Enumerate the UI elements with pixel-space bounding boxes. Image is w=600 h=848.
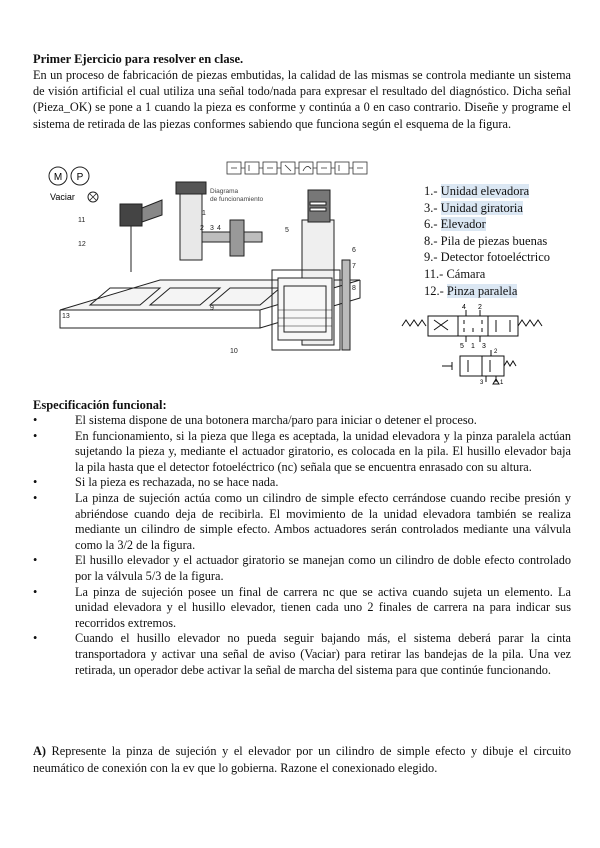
port-1-label: 1 <box>471 343 475 350</box>
bullet-icon: • <box>33 490 38 505</box>
callout-3: 3 <box>210 225 214 232</box>
spec-item: • Si la pieza es rechazada, no se hace nada. <box>33 475 279 490</box>
callout-9: 9 <box>210 305 214 312</box>
valve-3-2 <box>442 350 516 384</box>
panel-m-label: M <box>53 172 63 183</box>
callout-11: 11 <box>78 217 86 224</box>
question-text: Represente la pinza de sujeción y el elevador por un cilindro de simple efecto y dibuje el circuito neumático de conexión con la ev que lo gobierna. Razone el conexionado elegido. <box>33 744 571 775</box>
callout-8: 8 <box>352 285 356 292</box>
legend-label: Pinza paralela <box>446 283 518 298</box>
spec-item: • Cuando el husillo elevador no pueda seguir bajando más, el sistema deberá parar la cinta transportadora y activar una señal de aviso (Vaciar) para retirar las bandejas de la pila. Una vez retirada, un operador debe activar la señal de marcha del sistema para que continúe funcionando. <box>33 631 571 677</box>
valve-5-3 <box>402 310 542 342</box>
small-port-2-label: 2 <box>494 349 498 355</box>
panel-p-label: P <box>76 172 84 183</box>
bullet-icon: • <box>33 428 38 443</box>
legend-label: Unidad elevadora <box>440 184 530 198</box>
small-port-3-label: 3 <box>480 380 484 386</box>
control-panel <box>49 167 98 202</box>
callout-6: 6 <box>352 247 356 254</box>
legend-item: 3.- Unidad giratoria <box>424 200 523 215</box>
legend-label: Elevador <box>440 217 486 232</box>
legend-item: 11.- Cámara <box>424 266 486 281</box>
callout-10: 10 <box>230 348 238 355</box>
bullet-icon: • <box>33 553 38 568</box>
spec-title: Especificación funcional: <box>33 398 167 412</box>
question-label: A) <box>33 744 46 758</box>
port-3-label: 3 <box>482 343 486 350</box>
panel-vaciar-label: Vaciar <box>50 192 75 202</box>
callout-12: 12 <box>78 241 86 248</box>
callout-1: 1 <box>202 210 206 217</box>
callout-2: 2 <box>200 225 204 232</box>
spec-item: • En funcionamiento, si la pieza que llega es aceptada, la unidad elevadora y la pinza paralela actúan sujetando la pieza y, mediante el actuador giratorio, es colocada en la pila. El husillo elevador baja la pila hasta que el detector fotoeléctrico (nc) señala que se encuentra enrasado con su altura. <box>33 428 571 474</box>
legend-label: Cámara <box>446 266 486 281</box>
spec-item: • El husillo elevador y el actuador giratorio se manejan como un cilindro de doble efecto controlado por la válvula 5/3 de la figura. <box>33 553 571 583</box>
legend-item: 1.- Unidad elevadora <box>424 184 530 198</box>
intro-paragraph: En un proceso de fabricación de piezas embutidas, la calidad de las mismas se controla mediante un sistema de visión artificial el cual utiliza una señal todo/nada para expresar el resultado del diagnóstico. Dicha señal (Pieza_OK) se pone a 1 cuando la pieza es conforme y continúa a 0 en caso contrario. Diseñe y programe el sistema de retirada de las piezas conformes sabiendo que funciona según el esquema de la figura. <box>33 68 571 131</box>
elevator-stack <box>272 190 350 350</box>
spec-list <box>33 413 571 678</box>
legend-item: 8.- Pila de piezas buenas <box>424 233 548 248</box>
callout-7: 7 <box>352 263 356 270</box>
legend-label: Detector fotoeléctrico <box>440 250 550 265</box>
port-5-label: 5 <box>460 343 464 350</box>
spec-item: • La pinza de sujeción actúa como un cilindro de simple efecto cerrándose cuando recibe presión y abriéndose cuando deja de recibirla. El movimiento de la unidad elevadora también se realiza mediante un cilindro de simple efecto. Ambos actuadores serán controlados mediante una válvula como la 3/2 de la figura. <box>33 490 571 552</box>
spec-item: • La pinza de sujeción posee un final de carrera nc que se activa cuando sujeta un elemento. La unidad elevadora y el husillo elevador, tienen cada uno 2 finales de carrera na para indicar sus recorridos extremos. <box>33 584 571 630</box>
camera <box>120 200 162 272</box>
function-diagram <box>227 162 367 174</box>
legend-item: 12.- Pinza paralela <box>424 283 518 298</box>
small-port-1-label: 1 <box>500 380 504 386</box>
machine-illustration <box>30 160 400 365</box>
legend-label: Unidad giratoria <box>440 200 523 215</box>
legend-label: Pila de piezas buenas <box>440 233 548 248</box>
bullet-icon: • <box>33 584 38 599</box>
figure-legend <box>424 183 550 299</box>
port-2-label: 2 <box>478 304 482 311</box>
callout-5: 5 <box>285 227 289 234</box>
question-a <box>33 743 571 776</box>
bullet-icon: • <box>33 631 38 646</box>
callout-4: 4 <box>217 225 221 232</box>
exercise-title: Primer Ejercicio para resolver en clase. <box>33 52 244 66</box>
port-4-label: 4 <box>462 304 466 311</box>
bullet-icon: • <box>33 475 38 490</box>
bullet-icon: • <box>33 413 38 427</box>
legend-item: 6.- Elevador <box>424 217 486 232</box>
valve-symbols <box>398 300 558 386</box>
callout-13: 13 <box>62 313 70 320</box>
diagram-caption-line1: Diagrama <box>210 188 239 195</box>
legend-item: 9.- Detector fotoeléctrico <box>424 250 550 265</box>
diagram-caption-line2: de funcionamiento <box>210 196 264 203</box>
spec-item: • El sistema dispone de una botonera marcha/paro para iniciar o detener el proceso. <box>33 413 477 427</box>
